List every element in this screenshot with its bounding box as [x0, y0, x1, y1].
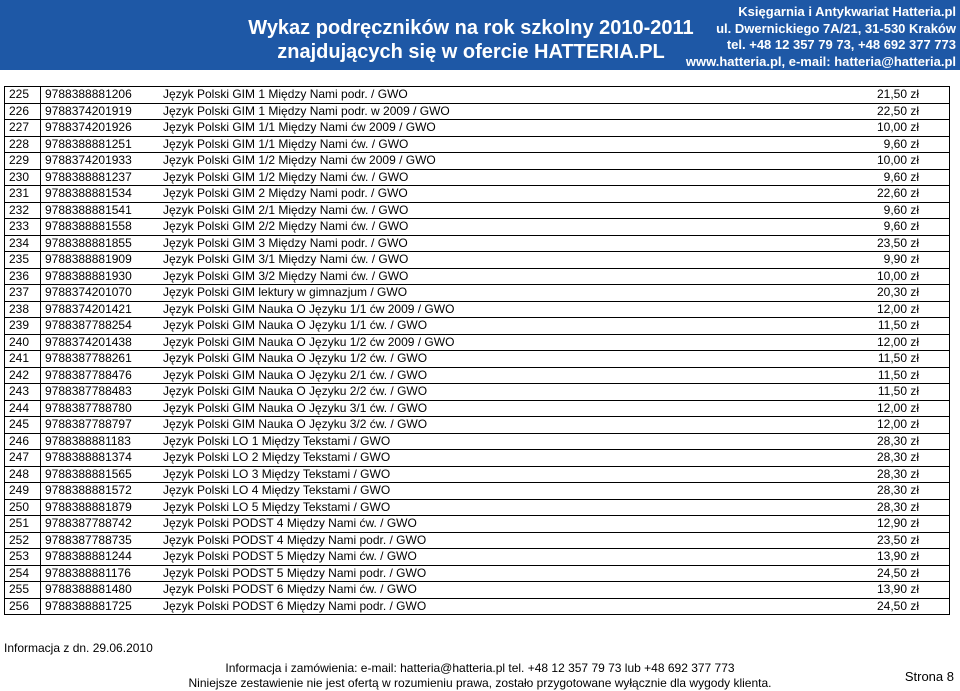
row-number: 251: [5, 516, 41, 533]
price-cell: 11,50 zł: [835, 367, 950, 384]
row-number: 249: [5, 483, 41, 500]
table-row: [5, 87, 950, 104]
title-cell: Język Polski GIM Nauka O Języku 1/2 ćw. / GWO: [159, 351, 835, 368]
row-number: 235: [5, 252, 41, 269]
title-cell: Język Polski LO 1 Między Tekstami / GWO: [159, 433, 835, 450]
table-row: [5, 450, 950, 467]
table-row: [5, 565, 950, 582]
price-cell: 9,90 zł: [835, 252, 950, 269]
price-cell: 12,00 zł: [835, 301, 950, 318]
row-number: 234: [5, 235, 41, 252]
row-number: 229: [5, 153, 41, 170]
price-cell: 28,30 zł: [835, 483, 950, 500]
title-line-1: Wykaz podręczników na rok szkolny 2010-2011: [248, 17, 694, 39]
isbn-cell: 9788388881237: [41, 169, 160, 186]
title-cell: Język Polski LO 4 Między Tekstami / GWO: [159, 483, 835, 500]
isbn-cell: 9788388881855: [41, 235, 160, 252]
isbn-cell: 9788387788261: [41, 351, 160, 368]
table-row: [5, 334, 950, 351]
title-line-2: znajdujących się w ofercie HATTERIA.PL: [277, 41, 665, 63]
table-row: [5, 103, 950, 120]
row-number: 255: [5, 582, 41, 599]
textbook-table: [4, 86, 950, 615]
isbn-cell: 9788387788476: [41, 367, 160, 384]
table-row: [5, 202, 950, 219]
row-number: 230: [5, 169, 41, 186]
isbn-cell: 9788387788797: [41, 417, 160, 434]
price-cell: 28,30 zł: [835, 433, 950, 450]
isbn-cell: 9788388881725: [41, 598, 160, 615]
document-title: [236, 16, 706, 64]
isbn-cell: 9788374201919: [41, 103, 160, 120]
price-cell: 12,00 zł: [835, 334, 950, 351]
row-number: 250: [5, 499, 41, 516]
title-cell: Język Polski GIM Nauka O Języku 1/1 ćw 2009 / GWO: [159, 301, 835, 318]
table-row: [5, 549, 950, 566]
price-cell: 9,60 zł: [835, 136, 950, 153]
shop-info: [686, 4, 956, 70]
isbn-cell: 9788374201933: [41, 153, 160, 170]
isbn-cell: 9788387788254: [41, 318, 160, 335]
title-cell: Język Polski GIM 1/2 Między Nami ćw. / GWO: [159, 169, 835, 186]
table-row: [5, 169, 950, 186]
isbn-cell: 9788388881541: [41, 202, 160, 219]
title-cell: Język Polski PODST 6 Między Nami ćw. / GWO: [159, 582, 835, 599]
disclaimer-line: Niniejsze zestawienie nie jest ofertą w rozumieniu prawa, zostało przygotowane wyłącznie dla wygody klienta.: [188, 676, 772, 690]
isbn-cell: 9788388881183: [41, 433, 160, 450]
title-cell: Język Polski LO 2 Między Tekstami / GWO: [159, 450, 835, 467]
price-cell: 28,30 zł: [835, 466, 950, 483]
table-row: [5, 483, 950, 500]
title-cell: Język Polski PODST 4 Między Nami podr. / GWO: [159, 532, 835, 549]
price-cell: 28,30 zł: [835, 450, 950, 467]
isbn-cell: 9788374201421: [41, 301, 160, 318]
row-number: 232: [5, 202, 41, 219]
title-cell: Język Polski GIM 1 Między Nami podr. w 2009 / GWO: [159, 103, 835, 120]
isbn-cell: 9788388881930: [41, 268, 160, 285]
title-cell: Język Polski GIM Nauka O Języku 3/1 ćw. / GWO: [159, 400, 835, 417]
page-number: Strona 8: [904, 669, 954, 684]
title-cell: Język Polski GIM 2 Między Nami podr. / GWO: [159, 186, 835, 203]
title-cell: Język Polski GIM 3/2 Między Nami ćw. / GWO: [159, 268, 835, 285]
isbn-cell: 9788387788742: [41, 516, 160, 533]
table-row: [5, 268, 950, 285]
price-cell: 12,00 zł: [835, 400, 950, 417]
isbn-cell: 9788374201438: [41, 334, 160, 351]
row-number: 246: [5, 433, 41, 450]
row-number: 238: [5, 301, 41, 318]
table-row: [5, 285, 950, 302]
table-row: [5, 351, 950, 368]
isbn-cell: 9788388881565: [41, 466, 160, 483]
title-cell: Język Polski GIM 3 Między Nami podr. / GWO: [159, 235, 835, 252]
title-cell: Język Polski GIM Nauka O Języku 2/2 ćw. / GWO: [159, 384, 835, 401]
table-row: [5, 516, 950, 533]
title-cell: Język Polski GIM 1/1 Między Nami ćw 2009 / GWO: [159, 120, 835, 137]
table-row: [5, 252, 950, 269]
contact-line: Informacja i zamówienia: e-mail: hatteria@hatteria.pl tel. +48 12 357 79 73 lub +48 692 377 773: [225, 661, 735, 675]
isbn-cell: 9788388881909: [41, 252, 160, 269]
table-row: [5, 301, 950, 318]
price-cell: 13,90 zł: [835, 549, 950, 566]
title-cell: Język Polski PODST 5 Między Nami ćw. / GWO: [159, 549, 835, 566]
row-number: 245: [5, 417, 41, 434]
price-cell: 9,60 zł: [835, 219, 950, 236]
table-row: [5, 598, 950, 615]
price-cell: 22,60 zł: [835, 186, 950, 203]
title-cell: Język Polski GIM 3/1 Między Nami ćw. / GWO: [159, 252, 835, 269]
row-number: 243: [5, 384, 41, 401]
row-number: 253: [5, 549, 41, 566]
price-cell: 10,00 zł: [835, 268, 950, 285]
table-row: [5, 417, 950, 434]
row-number: 231: [5, 186, 41, 203]
title-cell: Język Polski GIM Nauka O Języku 3/2 ćw. / GWO: [159, 417, 835, 434]
shop-name: Księgarnia i Antykwariat Hatteria.pl: [738, 4, 956, 19]
price-cell: 10,00 zł: [835, 120, 950, 137]
shop-phone: tel. +48 12 357 79 73, +48 692 377 773: [726, 37, 956, 52]
row-number: 239: [5, 318, 41, 335]
table-row: [5, 433, 950, 450]
row-number: 256: [5, 598, 41, 615]
table-row: [5, 235, 950, 252]
price-cell: 28,30 zł: [835, 499, 950, 516]
row-number: 225: [5, 87, 41, 104]
row-number: 237: [5, 285, 41, 302]
price-cell: 9,60 zł: [835, 202, 950, 219]
price-cell: 11,50 zł: [835, 351, 950, 368]
isbn-cell: 9788387788483: [41, 384, 160, 401]
price-cell: 23,50 zł: [835, 532, 950, 549]
table-row: [5, 186, 950, 203]
isbn-cell: 9788388881244: [41, 549, 160, 566]
price-cell: 23,50 zł: [835, 235, 950, 252]
title-cell: Język Polski PODST 4 Między Nami ćw. / GWO: [159, 516, 835, 533]
price-cell: 13,90 zł: [835, 582, 950, 599]
isbn-cell: 9788374201926: [41, 120, 160, 137]
table-row: [5, 318, 950, 335]
row-number: 236: [5, 268, 41, 285]
table-row: [5, 367, 950, 384]
price-cell: 12,00 zł: [835, 417, 950, 434]
isbn-cell: 9788387788780: [41, 400, 160, 417]
price-cell: 12,90 zł: [835, 516, 950, 533]
table-row: [5, 384, 950, 401]
title-cell: Język Polski GIM 2/1 Między Nami ćw. / GWO: [159, 202, 835, 219]
title-cell: Język Polski GIM 1/2 Między Nami ćw 2009 / GWO: [159, 153, 835, 170]
row-number: 252: [5, 532, 41, 549]
title-cell: Język Polski PODST 5 Między Nami podr. / GWO: [159, 565, 835, 582]
title-cell: Język Polski GIM Nauka O Języku 2/1 ćw. / GWO: [159, 367, 835, 384]
isbn-cell: 9788388881374: [41, 450, 160, 467]
row-number: 226: [5, 103, 41, 120]
row-number: 233: [5, 219, 41, 236]
table-row: [5, 120, 950, 137]
page-header: [0, 0, 960, 70]
title-cell: Język Polski LO 5 Między Tekstami / GWO: [159, 499, 835, 516]
title-cell: Język Polski GIM 1 Między Nami podr. / GWO: [159, 87, 835, 104]
price-cell: 11,50 zł: [835, 384, 950, 401]
row-number: 228: [5, 136, 41, 153]
row-number: 227: [5, 120, 41, 137]
footer-contact: [150, 661, 810, 691]
row-number: 244: [5, 400, 41, 417]
shop-address: ul. Dwernickiego 7A/21, 31-530 Kraków: [716, 20, 956, 36]
isbn-cell: 9788388881558: [41, 219, 160, 236]
row-number: 247: [5, 450, 41, 467]
title-cell: Język Polski GIM 2/2 Między Nami ćw. / GWO: [159, 219, 835, 236]
price-cell: 20,30 zł: [835, 285, 950, 302]
title-cell: Język Polski GIM Nauka O Języku 1/1 ćw. / GWO: [159, 318, 835, 335]
title-cell: Język Polski GIM lektury w gimnazjum / GWO: [159, 285, 835, 302]
isbn-cell: 9788388881206: [41, 87, 160, 104]
info-date: Informacja z dn. 29.06.2010: [4, 641, 153, 655]
title-cell: Język Polski LO 3 Między Tekstami / GWO: [159, 466, 835, 483]
table-row: [5, 532, 950, 549]
row-number: 248: [5, 466, 41, 483]
shop-web: www.hatteria.pl, e-mail: hatteria@hatteria.pl: [685, 53, 956, 69]
isbn-cell: 9788388881480: [41, 582, 160, 599]
title-cell: Język Polski PODST 6 Między Nami podr. / GWO: [159, 598, 835, 615]
table-row: [5, 582, 950, 599]
table-row: [5, 400, 950, 417]
row-number: 254: [5, 565, 41, 582]
isbn-cell: 9788388881176: [41, 565, 160, 582]
isbn-cell: 9788388881534: [41, 186, 160, 203]
row-number: 240: [5, 334, 41, 351]
title-cell: Język Polski GIM Nauka O Języku 1/2 ćw 2009 / GWO: [159, 334, 835, 351]
table-row: [5, 499, 950, 516]
price-cell: 9,60 zł: [835, 169, 950, 186]
isbn-cell: 9788388881879: [41, 499, 160, 516]
row-number: 242: [5, 367, 41, 384]
table-row: [5, 153, 950, 170]
table-row: [5, 136, 950, 153]
isbn-cell: 9788387788735: [41, 532, 160, 549]
table-row: [5, 466, 950, 483]
title-cell: Język Polski GIM 1/1 Między Nami ćw. / GWO: [159, 136, 835, 153]
price-cell: 22,50 zł: [835, 103, 950, 120]
price-cell: 24,50 zł: [835, 598, 950, 615]
isbn-cell: 9788374201070: [41, 285, 160, 302]
isbn-cell: 9788388881572: [41, 483, 160, 500]
price-cell: 24,50 zł: [835, 565, 950, 582]
price-cell: 11,50 zł: [835, 318, 950, 335]
table-row: [5, 219, 950, 236]
price-cell: 10,00 zł: [835, 153, 950, 170]
row-number: 241: [5, 351, 41, 368]
isbn-cell: 9788388881251: [41, 136, 160, 153]
price-cell: 21,50 zł: [835, 87, 950, 104]
